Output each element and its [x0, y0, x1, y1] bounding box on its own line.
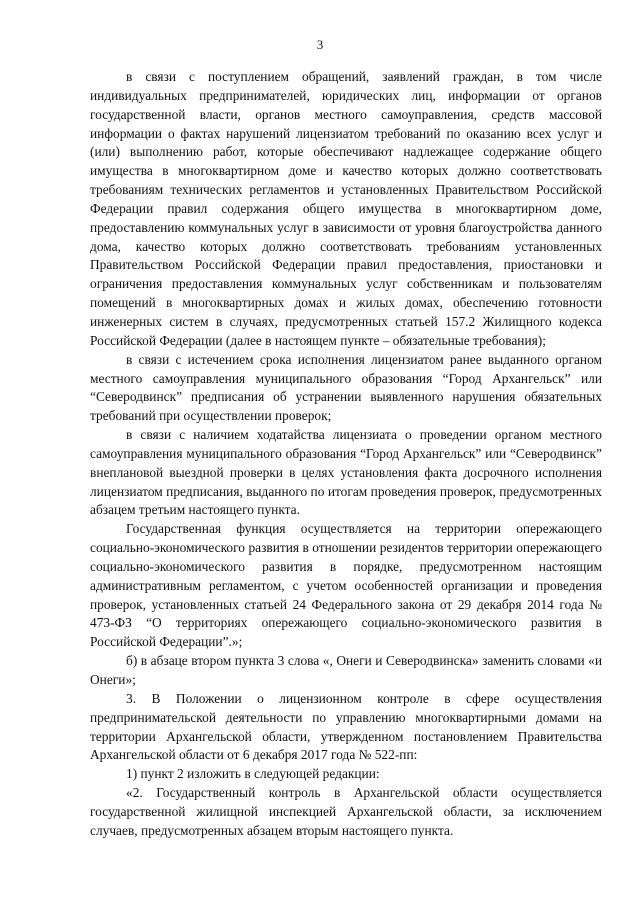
paragraph-licensee-petition-grounds: в связи с наличием ходатайства лицензиата о проведении органом местного самоуправления муниципального образования “Город Архангельск” или “Северодвинск” внеплановой выездной проверки в целях установления факта досрочного исполнения лицензиатом предписания, выданного по итогам проведения проверок, предусмотренных абзацем третьим настоящего пункта.	[90, 427, 602, 518]
paragraph-priority-development-territory: Государственная функция осуществляется на территории опережающего социально-экономического развития в отношении резидентов территории опережающего социально-экономического развития в порядке, предусмотренном настоящим административным регламентом, с учетом особенностей организации и проведения проверок, установленных статьей 24 Федерального закона от 29 декабря 2014 года № 473-ФЗ “О территориях опережающего социально-экономического развития в Российской Федерации”.»;	[90, 521, 602, 650]
paragraph-complaints-grounds: в связи с поступлением обращений, заявлений граждан, в том числе индивидуальных предпринимателей, юридических лиц, информации от органов государственной власти, органов местного самоуправления, средств массовой информации о фактах нарушений лицензиатом требований по оказанию всех услуг и (или) выполнению работ, которые обеспечивают надлежащее содержание общего имущества в многоквартирном доме и качество которых должно соответствовать требованиям технических регламентов и установленных Правительством Российской Федерации правил содержания общего имущества в многоквартирном доме, предоставлению коммунальных услуг в зависимости от уровня благоустройства данного дома, качество которых должно соответствовать требованиям установленных Правительством Российской Федерации правил предоставления, приостановки и ограничения предоставления коммунальных услуг собственникам и пользователям помещений в многоквартирных домах и жилых домах, обеспечению готовности инженерных систем в случаях, предусмотренных статьей 157.2 Жилищного кодекса Российской Федерации (далее в настоящем пункте – обязательные требования);	[90, 69, 602, 348]
paragraph-subitem-1: 1) пункт 2 изложить в следующей редакции:	[126, 766, 380, 782]
paragraph-amendment-b: б) в абзаце втором пункта 3 слова «, Онеги и Северодвинска» заменить словами «и Онеги»;	[90, 653, 602, 687]
paragraph-expired-order-grounds: в связи с истечением срока исполнения лицензиатом ранее выданного органом местного самоуправления муниципального образования “Город Архангельск” или “Северодвинск” предписания об устранении выявленного нарушения обязательных требований при осуществлении проверок;	[90, 351, 602, 424]
paragraph-item-3-regulation: 3. В Положении о лицензионном контроле в сфере осуществления предпринимательской деятельности по управлению многоквартирными домами на территории Архангельской области, утвержденном постановлением Правительства Архангельской области от 6 декабря 2017 года № 522-пп:	[90, 690, 602, 763]
paragraph-new-item-2: «2. Государственный контроль в Архангельской области осуществляется государственной жилищной инспекцией Архангельской области, за исключением случаев, предусмотренных абзацем вторым настоящего пункта.	[90, 785, 602, 838]
page-number: 3	[316, 37, 324, 52]
document-body	[90, 68, 602, 841]
